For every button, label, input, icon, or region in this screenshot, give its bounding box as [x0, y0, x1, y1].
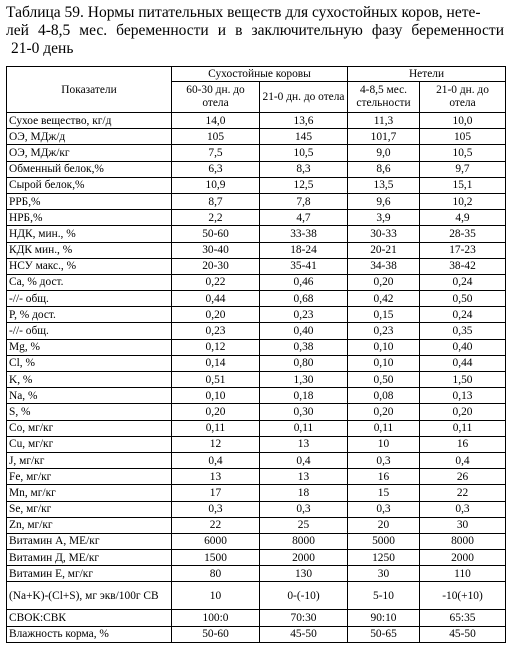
row-indicator-label: Zn, мг/кг: [7, 517, 172, 533]
row-indicator-label: Na, %: [7, 388, 172, 404]
row-value-cell: 16: [348, 469, 420, 485]
table-row: [7, 210, 506, 226]
table-row: [7, 129, 506, 145]
row-value-cell: 33-38: [260, 226, 348, 242]
row-value-cell: 0-(-10): [260, 582, 348, 610]
row-value-cell: 0,80: [260, 355, 348, 371]
table-row: [7, 420, 506, 436]
table-row: [7, 323, 506, 339]
row-value-cell: 80: [172, 566, 260, 582]
row-value-cell: 0,08: [348, 388, 420, 404]
row-value-cell: 45-50: [420, 626, 506, 642]
row-value-cell: 13: [260, 436, 348, 452]
row-value-cell: 1,30: [260, 372, 348, 388]
row-value-cell: 0,18: [260, 388, 348, 404]
table-row: [7, 388, 506, 404]
row-value-cell: 0,20: [348, 404, 420, 420]
row-value-cell: 15,1: [420, 177, 506, 193]
table-row: [7, 161, 506, 177]
row-indicator-label: ОЭ, МДж/кг: [7, 145, 172, 161]
row-value-cell: 0,24: [420, 274, 506, 290]
row-indicator-label: (Na+K)-(Cl+S), мг экв/100г СВ: [7, 582, 172, 610]
row-value-cell: 101,7: [348, 129, 420, 145]
row-value-cell: 0,12: [172, 339, 260, 355]
row-value-cell: 0,46: [260, 274, 348, 290]
row-value-cell: 0,23: [172, 323, 260, 339]
row-value-cell: 0,30: [260, 404, 348, 420]
header-group-dry-cows: Сухостойные коровы: [172, 67, 348, 82]
row-value-cell: 0,4: [260, 452, 348, 468]
row-indicator-label: Сухое вещество, кг/д: [7, 113, 172, 129]
table-row: [7, 517, 506, 533]
row-value-cell: 90:10: [348, 610, 420, 626]
row-value-cell: 0,20: [348, 274, 420, 290]
row-value-cell: 0,11: [348, 420, 420, 436]
row-indicator-label: K, %: [7, 372, 172, 388]
row-value-cell: 11,3: [348, 113, 420, 129]
row-value-cell: 13: [172, 469, 260, 485]
table-row: [7, 274, 506, 290]
row-value-cell: 0,4: [172, 452, 260, 468]
row-value-cell: 4,7: [260, 210, 348, 226]
row-value-cell: 0,3: [348, 452, 420, 468]
row-value-cell: 12: [172, 436, 260, 452]
table-row: [7, 339, 506, 355]
caption-line-1: Таблица 59. Нормы питательных веществ для сухостойных коров, нете-: [6, 4, 481, 21]
row-value-cell: 0,11: [420, 420, 506, 436]
row-indicator-label: Витамин Е, мг/кг: [7, 566, 172, 582]
row-indicator-label: -//- общ.: [7, 323, 172, 339]
row-value-cell: 0,10: [172, 388, 260, 404]
table-row: [7, 550, 506, 566]
row-value-cell: 30-40: [172, 242, 260, 258]
row-value-cell: 0,35: [420, 323, 506, 339]
row-value-cell: 28-35: [420, 226, 506, 242]
row-value-cell: 0,40: [260, 323, 348, 339]
row-value-cell: 17: [172, 485, 260, 501]
table-row: [7, 355, 506, 371]
row-value-cell: 1,50: [420, 372, 506, 388]
table-row: [7, 193, 506, 209]
row-indicator-label: -//- общ.: [7, 291, 172, 307]
table-row: [7, 566, 506, 582]
row-value-cell: 0,11: [260, 420, 348, 436]
row-indicator-label: РРБ,%: [7, 193, 172, 209]
row-value-cell: 4,9: [420, 210, 506, 226]
row-value-cell: 13,5: [348, 177, 420, 193]
subheader-dry-60-30: 60-30 дн. до отела: [172, 82, 260, 113]
row-value-cell: 8000: [420, 533, 506, 549]
row-indicator-label: Витамин А, МЕ/кг: [7, 533, 172, 549]
table-row: [7, 469, 506, 485]
table-row: [7, 113, 506, 129]
row-value-cell: 12,5: [260, 177, 348, 193]
row-value-cell: 1250: [348, 550, 420, 566]
row-indicator-label: НРБ,%: [7, 210, 172, 226]
row-value-cell: 0,44: [420, 355, 506, 371]
row-value-cell: 0,38: [260, 339, 348, 355]
row-value-cell: 10,2: [420, 193, 506, 209]
row-value-cell: 0,68: [260, 291, 348, 307]
row-indicator-label: Витамин Д, МЕ/кг: [7, 550, 172, 566]
row-value-cell: 35-41: [260, 258, 348, 274]
row-value-cell: 15: [348, 485, 420, 501]
row-value-cell: 8000: [260, 533, 348, 549]
row-value-cell: 38-42: [420, 258, 506, 274]
table-body: [7, 113, 506, 643]
table-header: [7, 67, 506, 113]
row-value-cell: 8,6: [348, 161, 420, 177]
row-indicator-label: Se, мг/кг: [7, 501, 172, 517]
row-value-cell: 6000: [172, 533, 260, 549]
row-value-cell: 3,9: [348, 210, 420, 226]
row-value-cell: 30: [420, 517, 506, 533]
row-value-cell: 34-38: [348, 258, 420, 274]
row-value-cell: 70:30: [260, 610, 348, 626]
row-value-cell: 50-65: [348, 626, 420, 642]
row-value-cell: 0,20: [420, 404, 506, 420]
row-value-cell: 130: [260, 566, 348, 582]
table-row: [7, 452, 506, 468]
row-indicator-label: НДК, мин., %: [7, 226, 172, 242]
row-value-cell: -10(+10): [420, 582, 506, 610]
row-value-cell: 20-30: [172, 258, 260, 274]
row-indicator-label: Обменный белок,%: [7, 161, 172, 177]
header-indicator: Показатели: [7, 67, 172, 113]
subheader-heifers-21-0: 21-0 дн. до отела: [420, 82, 506, 113]
row-value-cell: 10: [172, 582, 260, 610]
row-value-cell: 9,6: [348, 193, 420, 209]
row-value-cell: 13: [260, 469, 348, 485]
row-value-cell: 105: [420, 129, 506, 145]
row-value-cell: 7,5: [172, 145, 260, 161]
row-value-cell: 0,23: [348, 323, 420, 339]
row-indicator-label: Сырой белок,%: [7, 177, 172, 193]
row-value-cell: 145: [260, 129, 348, 145]
row-indicator-label: Fe, мг/кг: [7, 469, 172, 485]
table-row: [7, 291, 506, 307]
row-value-cell: 6,3: [172, 161, 260, 177]
row-indicator-label: Mn, мг/кг: [7, 485, 172, 501]
row-value-cell: 0,20: [172, 307, 260, 323]
row-value-cell: 14,0: [172, 113, 260, 129]
row-value-cell: 50-60: [172, 226, 260, 242]
row-indicator-label: НСУ макс., %: [7, 258, 172, 274]
row-indicator-label: Влажность корма, %: [7, 626, 172, 642]
row-value-cell: 10,0: [420, 113, 506, 129]
row-value-cell: 18-24: [260, 242, 348, 258]
caption-line-3: 21-0 день: [11, 40, 74, 57]
row-indicator-label: Mg, %: [7, 339, 172, 355]
row-indicator-label: S, %: [7, 404, 172, 420]
table-row: [7, 501, 506, 517]
row-value-cell: 10: [348, 436, 420, 452]
table-row: [7, 372, 506, 388]
table-row: [7, 177, 506, 193]
table-row: [7, 485, 506, 501]
row-value-cell: 2000: [260, 550, 348, 566]
table-row: [7, 404, 506, 420]
row-value-cell: 0,10: [348, 355, 420, 371]
row-value-cell: 0,42: [348, 291, 420, 307]
row-value-cell: 0,15: [348, 307, 420, 323]
row-value-cell: 110: [420, 566, 506, 582]
subheader-heifers-4-8: 4-8,5 мес. стельности: [348, 82, 420, 113]
table-row: [7, 610, 506, 626]
header-group-heifers: Нетели: [348, 67, 506, 82]
row-value-cell: 100:0: [172, 610, 260, 626]
row-indicator-label: J, мг/кг: [7, 452, 172, 468]
row-value-cell: 13,6: [260, 113, 348, 129]
table-row: [7, 533, 506, 549]
row-value-cell: 30: [348, 566, 420, 582]
row-value-cell: 0,40: [420, 339, 506, 355]
table-row: [7, 307, 506, 323]
row-value-cell: 16: [420, 436, 506, 452]
row-value-cell: 0,13: [420, 388, 506, 404]
row-value-cell: 10,9: [172, 177, 260, 193]
table-row: [7, 626, 506, 642]
row-indicator-label: P, % дост.: [7, 307, 172, 323]
row-value-cell: 8,3: [260, 161, 348, 177]
row-value-cell: 0,3: [260, 501, 348, 517]
row-indicator-label: Cl, %: [7, 355, 172, 371]
table-row: [7, 258, 506, 274]
row-value-cell: 25: [260, 517, 348, 533]
row-indicator-label: ОЭ, МДж/д: [7, 129, 172, 145]
row-value-cell: 8,7: [172, 193, 260, 209]
row-value-cell: 0,24: [420, 307, 506, 323]
row-value-cell: 0,50: [420, 291, 506, 307]
row-value-cell: 0,22: [172, 274, 260, 290]
row-value-cell: 22: [172, 517, 260, 533]
row-indicator-label: Cu, мг/кг: [7, 436, 172, 452]
row-indicator-label: Co, мг/кг: [7, 420, 172, 436]
row-value-cell: 0,3: [172, 501, 260, 517]
row-value-cell: 105: [172, 129, 260, 145]
table-row: [7, 436, 506, 452]
row-value-cell: 0,20: [172, 404, 260, 420]
row-value-cell: 5-10: [348, 582, 420, 610]
row-value-cell: 0,11: [172, 420, 260, 436]
row-value-cell: 9,0: [348, 145, 420, 161]
row-indicator-label: СВОК:СВК: [7, 610, 172, 626]
row-value-cell: 2000: [420, 550, 506, 566]
row-value-cell: 26: [420, 469, 506, 485]
row-value-cell: 0,10: [348, 339, 420, 355]
nutrient-norms-table: [6, 66, 506, 643]
row-value-cell: 20-21: [348, 242, 420, 258]
row-value-cell: 0,4: [420, 452, 506, 468]
row-value-cell: 0,3: [420, 501, 506, 517]
row-value-cell: 2,2: [172, 210, 260, 226]
row-value-cell: 0,3: [348, 501, 420, 517]
row-value-cell: 10,5: [420, 145, 506, 161]
row-indicator-label: КДК мин., %: [7, 242, 172, 258]
row-value-cell: 22: [420, 485, 506, 501]
table-row: [7, 145, 506, 161]
row-value-cell: 1500: [172, 550, 260, 566]
subheader-dry-21-0: 21-0 дн. до отела: [260, 82, 348, 113]
row-value-cell: 0,23: [260, 307, 348, 323]
row-value-cell: 45-50: [260, 626, 348, 642]
row-value-cell: 17-23: [420, 242, 506, 258]
row-value-cell: 0,14: [172, 355, 260, 371]
row-value-cell: 7,8: [260, 193, 348, 209]
row-value-cell: 0,50: [348, 372, 420, 388]
row-value-cell: 20: [348, 517, 420, 533]
caption-line-2: лей 4-8,5 мес. беременности и в заключительную фазу беременности: [6, 22, 504, 39]
row-value-cell: 30-33: [348, 226, 420, 242]
row-value-cell: 5000: [348, 533, 420, 549]
table-row: [7, 582, 506, 610]
table-row: [7, 226, 506, 242]
row-value-cell: 50-60: [172, 626, 260, 642]
row-value-cell: 0,44: [172, 291, 260, 307]
table-row: [7, 242, 506, 258]
table-caption: [6, 4, 504, 58]
row-value-cell: 0,51: [172, 372, 260, 388]
row-value-cell: 10,5: [260, 145, 348, 161]
row-value-cell: 9,7: [420, 161, 506, 177]
row-value-cell: 65:35: [420, 610, 506, 626]
row-value-cell: 18: [260, 485, 348, 501]
row-indicator-label: Ca, % дост.: [7, 274, 172, 290]
